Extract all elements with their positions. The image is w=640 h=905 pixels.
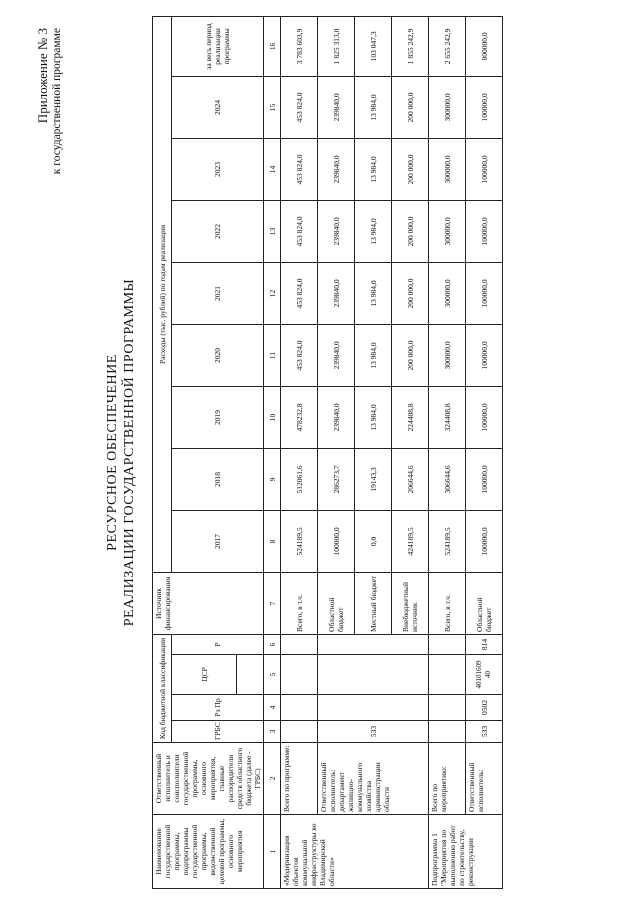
empty-cell: [281, 695, 318, 721]
empty-cell: [281, 634, 318, 654]
resource-table: [152, 16, 503, 889]
value-cell: 424189,5: [392, 510, 429, 572]
page-title: [104, 0, 138, 905]
column-number: 10: [264, 386, 281, 448]
header-year: 2020: [172, 324, 264, 386]
column-number: 3: [264, 721, 281, 743]
table-row: [281, 16, 318, 888]
column-number: 11: [264, 324, 281, 386]
value-cell: 100000,0: [466, 448, 503, 510]
empty-cell: [318, 634, 429, 654]
value-cell: 300000,0: [429, 76, 466, 138]
program-grbs: 533: [318, 721, 429, 743]
column-number: 6: [264, 634, 281, 654]
empty-cell: [318, 655, 429, 695]
source-cell: Областной бюджет: [466, 572, 503, 634]
column-number: 8: [264, 510, 281, 572]
empty-cell: [318, 695, 429, 721]
value-cell: 200 000,0: [392, 76, 429, 138]
value-cell: 200 000,0: [392, 262, 429, 324]
value-cell: 13 984,0: [355, 138, 392, 200]
value-cell: 239840,0: [318, 262, 355, 324]
value-cell: 200 000,0: [392, 324, 429, 386]
value-cell: 224408,8: [392, 386, 429, 448]
value-cell: 453 824,0: [281, 262, 318, 324]
column-number: 1: [264, 815, 281, 889]
value-cell: 100000,0: [466, 200, 503, 262]
value-cell: 100000,0: [318, 510, 355, 572]
table-row: [429, 16, 466, 888]
empty-cell: [429, 721, 466, 743]
column-number: 2: [264, 743, 281, 815]
value-cell: 100000,0: [466, 262, 503, 324]
empty-cell: [429, 634, 466, 654]
header-year: 2019: [172, 386, 264, 448]
value-cell: 200 000,0: [392, 138, 429, 200]
value-cell: 19143,3: [355, 448, 392, 510]
value-cell: 100000,0: [466, 386, 503, 448]
header-expenses: Расходы (тыс. рублей) по годам реализации: [153, 16, 172, 572]
subprogram-rzpr: 0502: [466, 695, 503, 721]
source-cell: Всего, в т.ч.: [281, 572, 318, 634]
value-cell: 206644,6: [392, 448, 429, 510]
value-cell: 524189,5: [429, 510, 466, 572]
header-csr-spacer: [237, 655, 264, 695]
value-cell: 100000,0: [466, 510, 503, 572]
appendix-subtitle: к государственной программе: [51, 28, 63, 175]
header-rzpr: Рз Пр: [172, 695, 264, 721]
header-budget-code: Код бюджетной классификации: [153, 634, 172, 742]
value-cell: 300000,0: [429, 138, 466, 200]
source-cell: Всего, в т.ч.: [429, 572, 466, 634]
value-cell: 453 824,0: [281, 200, 318, 262]
header-program-name: Наименование государственной программы, подпрограммы государственной программы, ведомственной целевой программы, основного мероприятия: [153, 815, 264, 889]
header-total-period: за весь период реализации программы: [172, 16, 264, 76]
value-cell: 100000,0: [466, 138, 503, 200]
subprogram-exec-title: Всего по мероприятию:: [429, 743, 466, 815]
subprogram-r: 814: [466, 634, 503, 654]
table-row: [318, 16, 355, 888]
column-number: 9: [264, 448, 281, 510]
source-cell: Местный бюджет: [355, 572, 392, 634]
header-year: 2017: [172, 510, 264, 572]
value-cell: 100000,0: [466, 324, 503, 386]
value-cell: 453 824,0: [281, 138, 318, 200]
empty-cell: [281, 721, 318, 743]
total-cell: 1 855 242,9: [392, 16, 429, 76]
value-cell: 324408,8: [429, 386, 466, 448]
value-cell: 0,0: [355, 510, 392, 572]
subprogram-exec-detail: Ответственный исполнитель:: [466, 743, 503, 815]
program-exec-detail: Ответственный исполнитель: департамент жилищно-коммунального хозяйства администрации области: [318, 743, 429, 815]
value-cell: 524189,5: [281, 510, 318, 572]
empty-cell: [429, 695, 466, 721]
column-number: 12: [264, 262, 281, 324]
appendix-number: Приложение № 3: [35, 28, 50, 124]
column-number: 15: [264, 76, 281, 138]
total-cell: 800000,0: [466, 16, 503, 76]
value-cell: 239840,0: [318, 138, 355, 200]
title-line-1: РЕСУРСНОЕ ОБЕСПЕЧЕНИЕ: [105, 354, 120, 551]
value-cell: 100000,0: [466, 76, 503, 138]
total-cell: 2 655 242,9: [429, 16, 466, 76]
source-cell: Внебюджетный источник: [392, 572, 429, 634]
total-cell: 3 783 603,9: [281, 16, 318, 76]
program-exec-title: Всего по программе:: [281, 743, 318, 815]
value-cell: 300000,0: [429, 324, 466, 386]
header-r: Р: [172, 634, 264, 654]
total-cell: 1 825 313,0: [318, 16, 355, 76]
column-number: 16: [264, 16, 281, 76]
value-cell: 512061,6: [281, 448, 318, 510]
value-cell: 200 000,0: [392, 200, 429, 262]
column-number: 7: [264, 572, 281, 634]
value-cell: 300000,0: [429, 262, 466, 324]
value-cell: 13 984,0: [355, 76, 392, 138]
appendix-note: [36, 28, 64, 174]
value-cell: 239840,0: [318, 76, 355, 138]
value-cell: 13 984,0: [355, 386, 392, 448]
header-year: 2023: [172, 138, 264, 200]
header-source: Источник финансирования: [153, 572, 264, 634]
value-cell: 13 984,0: [355, 324, 392, 386]
column-number: 4: [264, 695, 281, 721]
table-row: [466, 16, 503, 888]
header-executor: Ответственный исполнитель и соисполнители государственной программы, основного мероприятия, главные распорядители средств областного бюджета (далее - ГРБС): [153, 743, 264, 815]
value-cell: 453 824,0: [281, 324, 318, 386]
header-csr: ЦСР: [172, 655, 237, 695]
value-cell: 239840,0: [318, 324, 355, 386]
empty-cell: [281, 655, 318, 695]
column-number: 13: [264, 200, 281, 262]
header-year: 2022: [172, 200, 264, 262]
value-cell: 13 984,0: [355, 262, 392, 324]
source-cell: Областной бюджет: [318, 572, 355, 634]
header-grbs: ГРБС: [172, 721, 264, 743]
column-number: 5: [264, 655, 281, 695]
subprogram-name: Подпрограмма 1 "Мероприятия по выполнению работ по строительству, реконструкции: [429, 815, 503, 889]
subprogram-csr: 40101609 40: [466, 655, 503, 695]
title-line-2: РЕАЛИЗАЦИИ ГОСУДАРСТВЕННОЙ ПРОГРАММЫ: [122, 278, 137, 627]
value-cell: 453 824,0: [281, 76, 318, 138]
subprogram-grbs: 533: [466, 721, 503, 743]
value-cell: 300000,0: [429, 200, 466, 262]
value-cell: 239840,0: [318, 386, 355, 448]
value-cell: 478232,8: [281, 386, 318, 448]
header-year: 2021: [172, 262, 264, 324]
value-cell: 286273,7: [318, 448, 355, 510]
header-year: 2024: [172, 76, 264, 138]
empty-cell: [429, 655, 466, 695]
value-cell: 306644,6: [429, 448, 466, 510]
value-cell: 239840,0: [318, 200, 355, 262]
program-name: «Модернизация объектов коммунальной инфраструктуры во Владимирской области»: [281, 815, 429, 889]
value-cell: 13 984,0: [355, 200, 392, 262]
header-year: 2018: [172, 448, 264, 510]
total-cell: 103 047,3: [355, 16, 392, 76]
column-number: 14: [264, 138, 281, 200]
